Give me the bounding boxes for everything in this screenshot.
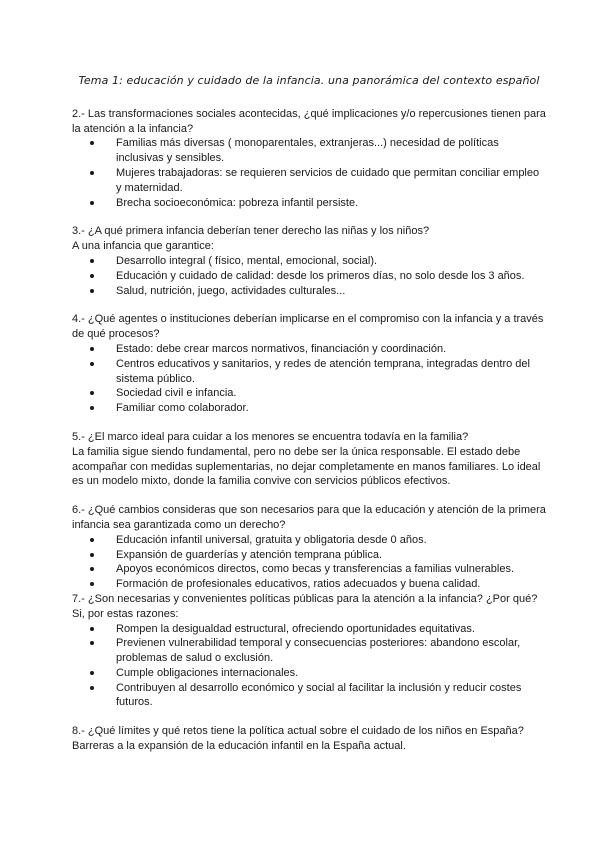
list-item: Sociedad civil e infancia.	[116, 386, 546, 401]
answer-paragraph: A una infancia que garantice:	[72, 240, 214, 253]
list-item: Centros educativos y sanitarios, y redes de atención temprana, integradas dentro del sistema público.	[116, 357, 546, 387]
question-text: 5.- ¿El marco ideal para cuidar a los menores se encuentra todavía en la familia?	[72, 430, 469, 443]
list-item: Educación y cuidado de calidad: desde los primeros días, no solo desde los 3 años.	[116, 269, 546, 284]
list-item: Previenen vulnerabilidad temporal y consecuencias posteriores: abandono escolar, problemas de salud o exclusión.	[116, 636, 546, 666]
list-item: Expansión de guarderías y atención temprana pública.	[116, 548, 546, 563]
question-text: 8.- ¿Qué límites y qué retos tiene la política actual sobre el cuidado de los niños en España? Barreras a la expansión de la educación infantil en la España actual.	[72, 725, 524, 753]
question-text: 4.- ¿Qué agentes o instituciones deberían implicarse en el compromiso con la infancia y a través de qué procesos?	[72, 313, 544, 341]
list-item: Contribuyen al desarrollo económico y social al facilitar la inclusión y reducir costes futuros.	[116, 681, 546, 711]
section-q4	[72, 312, 546, 416]
list-item: Salud, nutrición, juego, actividades culturales...	[116, 284, 546, 299]
list-item: Mujeres trabajadoras: se requieren servicios de cuidado que permitan conciliar empleo y maternidad.	[116, 166, 546, 196]
list-item: Cumple obligaciones internacionales.	[116, 666, 546, 681]
list-item: Desarrollo integral ( físico, mental, emocional, social).	[116, 254, 546, 269]
question-text: 2.- Las transformaciones sociales acontecidas, ¿qué implicaciones y/o repercusiones tienen para la atención a la infancia?	[72, 107, 546, 135]
list-item: Familias más diversas ( monoparentales, extranjeras...) necesidad de políticas inclusivas y sensibles.	[116, 136, 546, 166]
list-item: Brecha socioeconómica: pobreza infantil persiste.	[116, 196, 546, 211]
answer-paragraph: La familia sigue siendo fundamental, pero no debe ser la única responsable. El estado debe acompañar con medidas suplementarias, no dejar completamente en manos familiares. Lo ideal es un modelo mixto, donde la familia convive con servicios públicos efectivos.	[72, 445, 541, 488]
section-q3	[72, 224, 546, 298]
section-q8	[72, 724, 546, 754]
list-item: Rompen la desigualdad estructural, ofreciendo oportunidades equitativas.	[116, 622, 546, 637]
question-text: 7.- ¿Son necesarias y convenientes políticas públicas para la atención a la infancia? ¿Por qué?	[72, 592, 538, 605]
section-q2	[72, 107, 546, 211]
section-q6	[72, 503, 546, 592]
bullet-list	[72, 533, 546, 592]
question-text: 3.- ¿A qué primera infancia deberían tener derecho las niñas y los niños?	[72, 225, 430, 238]
bullet-list	[72, 254, 546, 298]
list-item: Apoyos económicos directos, como becas y transferencias a familias vulnerables.	[116, 562, 546, 577]
section-q5	[72, 430, 546, 489]
bullet-list	[72, 342, 546, 416]
section-q7	[72, 592, 546, 710]
list-item: Formación de profesionales educativos, ratios adecuados y buena calidad.	[116, 577, 546, 592]
answer-paragraph: Si, por estas razones:	[72, 607, 179, 620]
document-title: Tema 1: educación y cuidado de la infancia. una panorámica del contexto español	[78, 74, 540, 87]
bullet-list	[72, 622, 546, 711]
list-item: Familiar como colaborador.	[116, 401, 546, 416]
bullet-list	[72, 136, 546, 210]
list-item: Educación infantil universal, gratuita y obligatoria desde 0 años.	[116, 533, 546, 548]
question-text: 6.- ¿Qué cambios consideras que son necesarios para que la educación y atención de la primera infancia sea garantizada como un derecho?	[72, 504, 546, 531]
list-item: Estado: debe crear marcos normativos, financiación y coordinación.	[116, 342, 546, 357]
